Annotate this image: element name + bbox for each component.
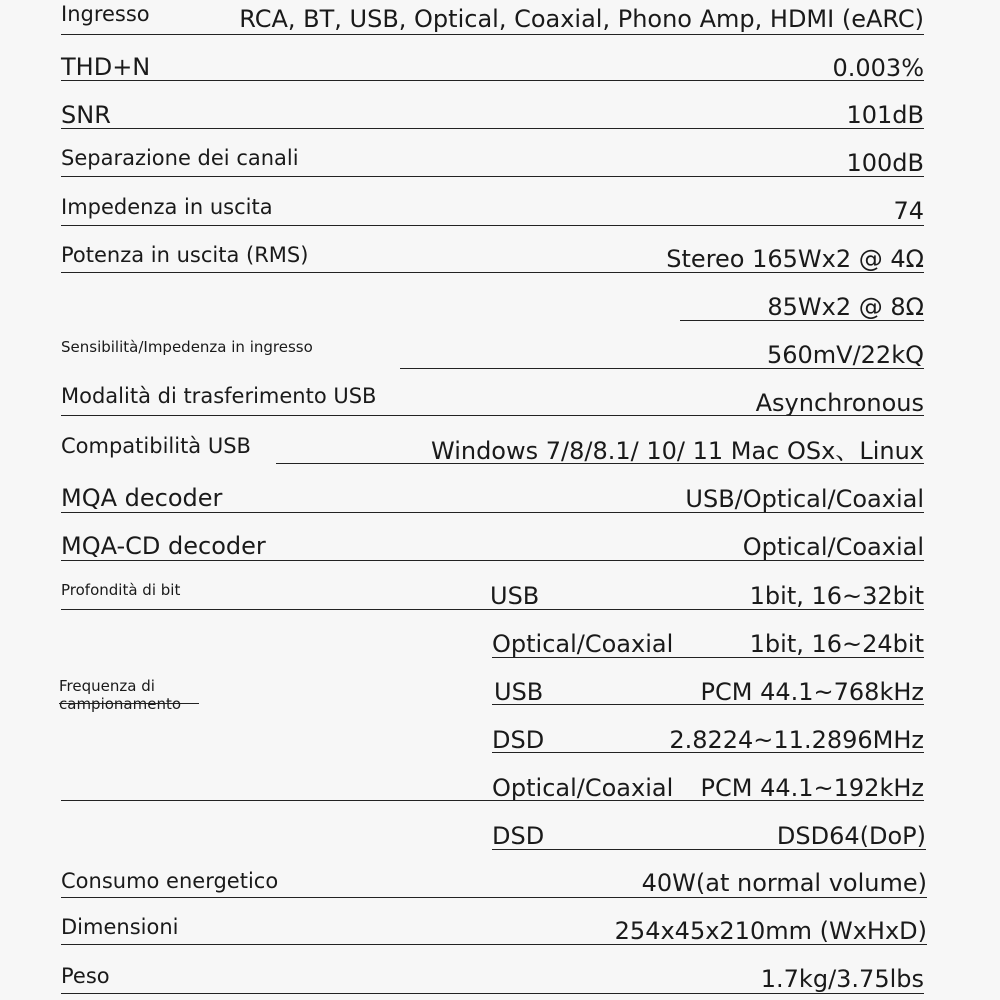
- row-divider: [61, 993, 924, 994]
- peso-label: Peso: [61, 964, 110, 988]
- mqa-label: MQA decoder: [61, 484, 223, 512]
- modalita-label: Modalità di trasferimento USB: [61, 384, 377, 408]
- freq-dsd-sub: DSD: [492, 726, 545, 754]
- impedenza-label: Impedenza in uscita: [61, 195, 273, 219]
- row-divider: [61, 128, 924, 129]
- profondita-usb-sub: USB: [490, 582, 540, 610]
- dimensioni-label: Dimensioni: [61, 915, 179, 939]
- thd-value: 0.003%: [832, 54, 924, 82]
- freq-dsd2-sub: DSD: [492, 822, 545, 850]
- thd-label: THD+N: [61, 53, 151, 81]
- frequenza-label: Frequenza di campionamento: [59, 677, 182, 713]
- freq-usb-value: PCM 44.1~768kHz: [700, 678, 924, 706]
- potenza-value-1: Stereo 165Wx2 @ 4Ω: [666, 245, 924, 273]
- row-divider: [61, 34, 924, 35]
- row-divider: [61, 225, 924, 226]
- ingresso-label: Ingresso: [61, 2, 150, 26]
- separazione-label: Separazione dei canali: [61, 146, 299, 170]
- profondita-opt-sub: Optical/Coaxial: [492, 630, 674, 658]
- row-divider: [276, 463, 924, 464]
- row-divider: [61, 272, 924, 273]
- row-divider: [61, 176, 924, 177]
- row-divider: [492, 657, 924, 658]
- consumo-label: Consumo energetico: [61, 869, 279, 893]
- profondita-usb-value: 1bit, 16~32bit: [749, 582, 924, 610]
- sensibilita-value: 560mV/22kQ: [766, 341, 924, 369]
- mqa-value: USB/Optical/Coaxial: [685, 485, 924, 513]
- mqacd-label: MQA-CD decoder: [61, 532, 266, 560]
- row-divider: [61, 512, 924, 513]
- row-divider: [61, 897, 927, 898]
- row-divider: [61, 415, 924, 416]
- freq-dsd-value: 2.8224~11.2896MHz: [669, 726, 924, 754]
- row-divider: [61, 80, 924, 81]
- ingresso-value: RCA, BT, USB, Optical, Coaxial, Phono Amp, HDMI (eARC): [239, 5, 924, 33]
- sensibilita-label: Sensibilità/Impedenza in ingresso: [61, 338, 313, 356]
- snr-label: SNR: [61, 101, 111, 129]
- snr-value: 101dB: [846, 101, 924, 129]
- row-divider: [61, 609, 924, 610]
- row-divider: [680, 320, 924, 321]
- modalita-value: Asynchronous: [755, 389, 924, 417]
- potenza-label: Potenza in uscita (RMS): [61, 243, 309, 267]
- compat-label: Compatibilità USB: [61, 434, 251, 458]
- profondita-label: Profondità di bit: [61, 581, 181, 599]
- row-divider: [492, 752, 924, 753]
- row-divider: [61, 800, 924, 801]
- dimensioni-value: 254x45x210mm (WxHxD): [614, 917, 927, 945]
- consumo-value: 40W(at normal volume): [641, 869, 927, 897]
- mqacd-value: Optical/Coaxial: [742, 533, 924, 561]
- row-divider: [61, 944, 927, 945]
- separazione-value: 100dB: [846, 149, 924, 177]
- profondita-opt-value: 1bit, 16~24bit: [749, 630, 924, 658]
- row-divider: [61, 560, 924, 561]
- row-divider: [492, 704, 924, 705]
- impedenza-value: 74: [893, 197, 924, 225]
- freq-opt-sub: Optical/Coaxial: [492, 774, 674, 802]
- freq-dsd2-value: DSD64(DoP): [776, 822, 926, 850]
- freq-usb-sub: USB: [494, 678, 544, 706]
- row-divider: [492, 849, 926, 850]
- row-divider: [59, 703, 199, 704]
- peso-value: 1.7kg/3.75lbs: [760, 965, 924, 993]
- row-divider: [400, 368, 924, 369]
- freq-opt-value: PCM 44.1~192kHz: [700, 774, 924, 802]
- potenza-value-2: 85Wx2 @ 8Ω: [767, 293, 924, 321]
- compat-value: Windows 7/8/8.1/ 10/ 11 Mac OSx、Linux: [430, 437, 924, 465]
